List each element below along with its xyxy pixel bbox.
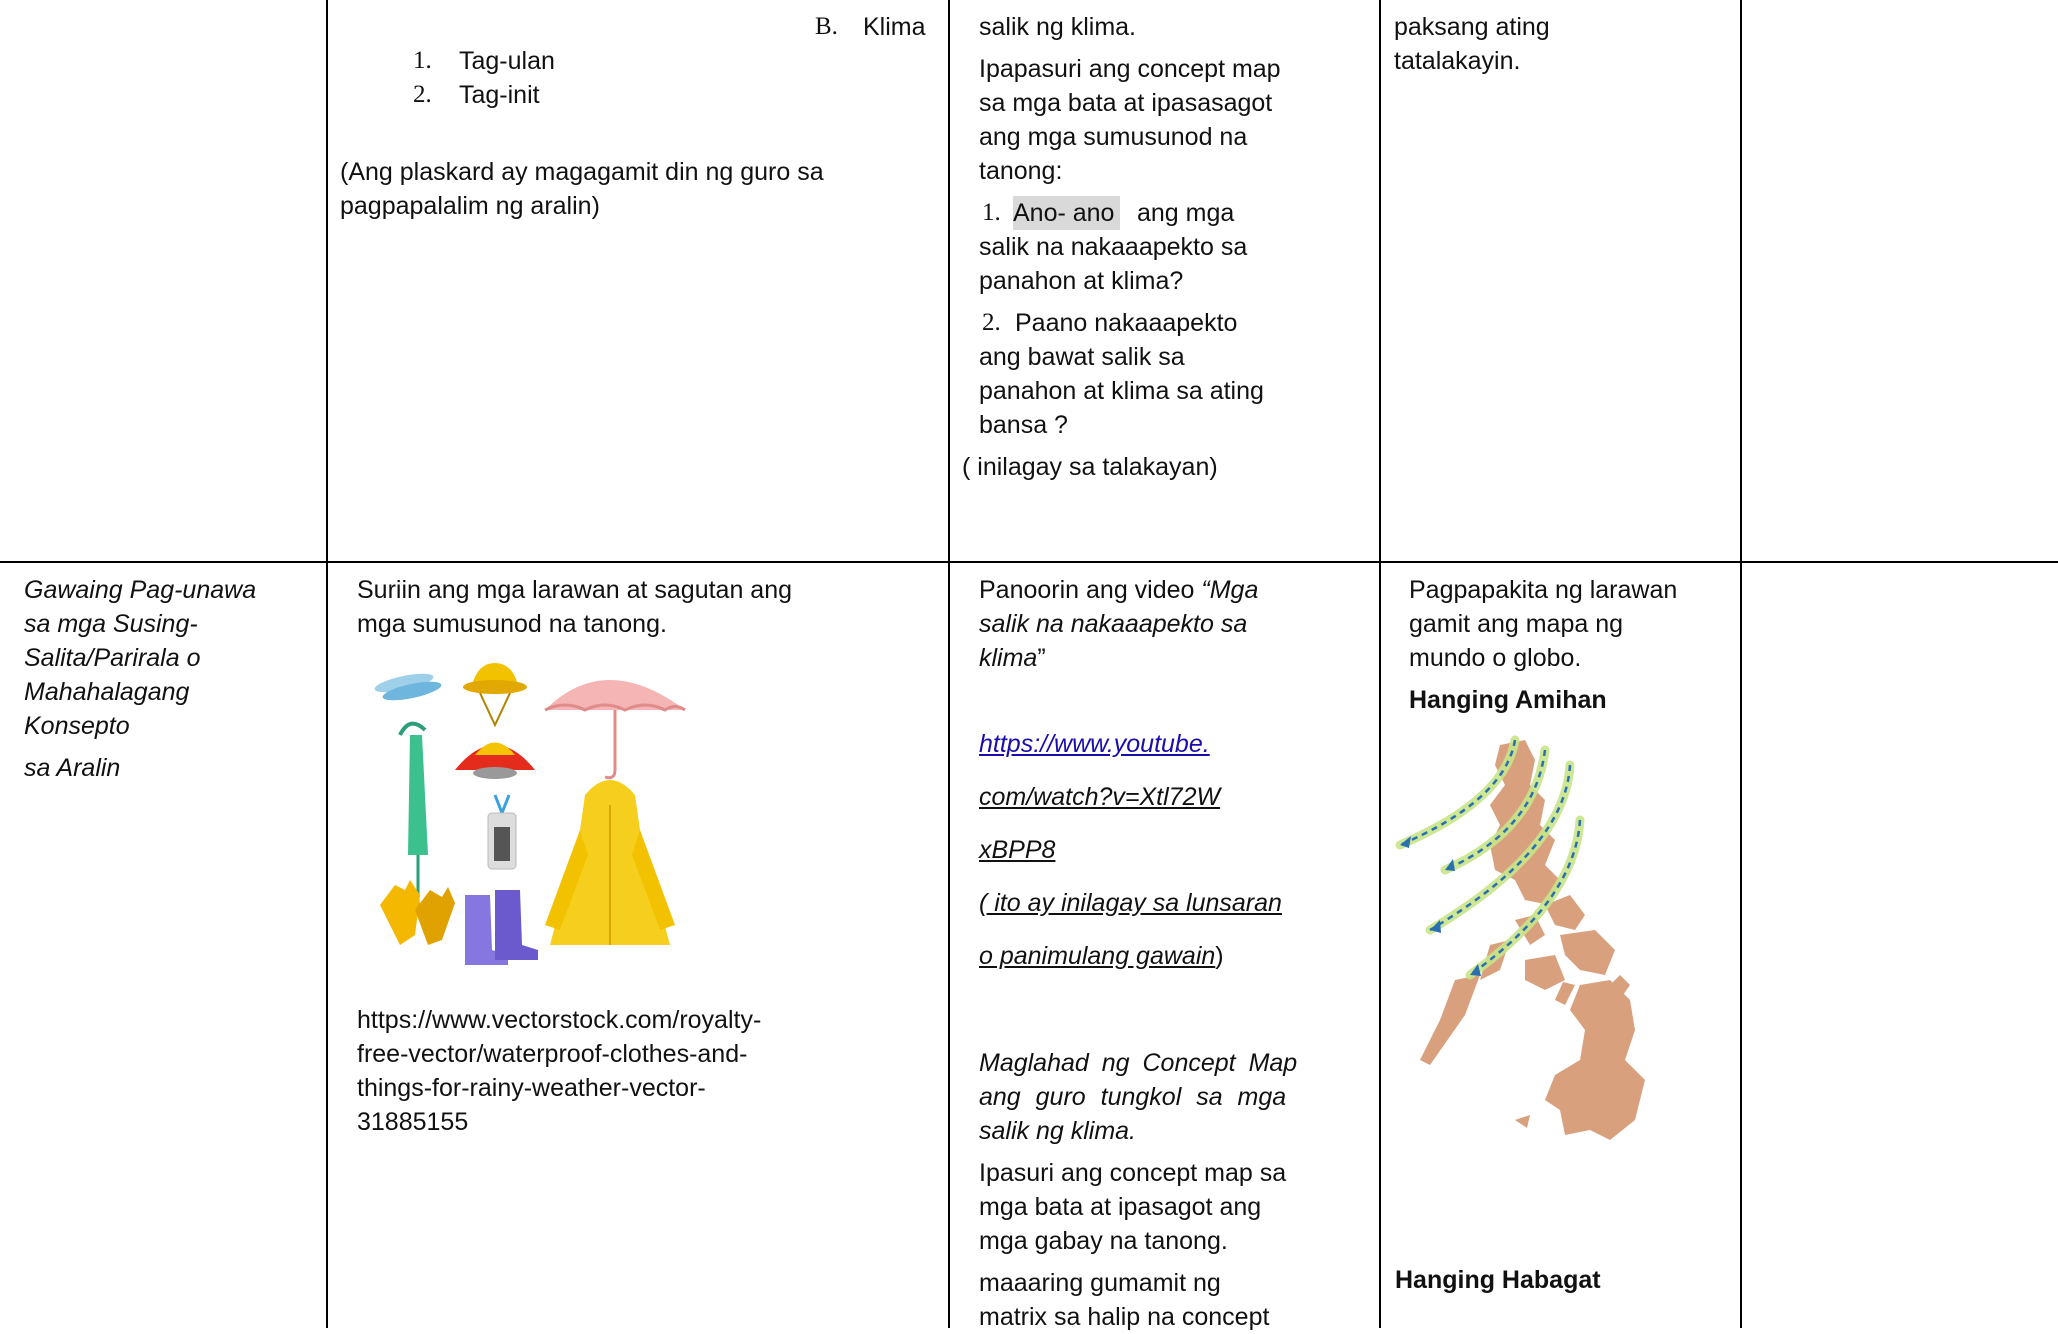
klima-label: Klima	[863, 13, 926, 41]
video-link[interactable]: xBPP8	[979, 836, 1056, 864]
concept-map-instruction: ang guro tungkol sa mga	[979, 1083, 1287, 1111]
body-text: ang mga sumusunod na	[979, 123, 1248, 151]
list-item: Tag-ulan	[459, 47, 555, 75]
body-text: panahon at klima sa ating	[979, 377, 1264, 405]
instruction-text: Suriin ang mga larawan at sagutan ang	[357, 576, 793, 604]
body-text: panahon at klima?	[979, 267, 1184, 295]
umbrella-hat-icon	[455, 743, 535, 780]
klima-letter: B.	[815, 13, 838, 40]
link-note	[979, 939, 1224, 973]
note-text: ( inilagay sa talakayan)	[962, 453, 1218, 481]
body-text: matrix sa halip na concept	[979, 1303, 1270, 1331]
body-text: mundo o globo.	[1409, 644, 1582, 672]
body-text: ang bawat salik sa	[979, 343, 1185, 371]
list-number: 1.	[413, 47, 432, 74]
column-divider	[1379, 0, 1381, 1328]
image-source-text: things-for-rainy-weather-vector-	[357, 1074, 706, 1102]
note-text: pagpapalalim ng aralin)	[340, 192, 600, 220]
rain-boots-icon	[465, 890, 538, 965]
instruction-text: mga sumusunod na tanong.	[357, 610, 667, 638]
video-title-end: klima	[979, 644, 1038, 672]
concept-map-instruction: salik ng klima.	[979, 1117, 1136, 1145]
video-link[interactable]: https://www.youtube.	[979, 730, 1210, 758]
body-text: maaaring gumamit ng	[979, 1269, 1221, 1297]
body-text: ang mga	[1137, 199, 1235, 227]
column-divider	[326, 0, 328, 1328]
closing-quote: ”	[1037, 644, 1046, 672]
note-text: (Ang plaskard ay magagamit din ng guro sa	[340, 158, 824, 186]
column-divider	[948, 0, 950, 1328]
body-text: bansa ?	[979, 411, 1068, 439]
waterproof-phone-pouch-icon	[488, 795, 516, 869]
row-heading: Salita/Parirala o	[24, 644, 201, 672]
video-instruction-text	[979, 573, 1258, 607]
video-link[interactable]: com/watch?v=Xtl72W	[979, 783, 1221, 811]
body-text: salik ng klima.	[979, 13, 1136, 41]
body-text: mga gabay na tanong.	[979, 1227, 1228, 1255]
body-text: Pagpapakita ng larawan	[1409, 576, 1678, 604]
amihan-heading: Hanging Amihan	[1409, 686, 1607, 714]
video-instruction-lead: Panoorin ang video	[979, 576, 1195, 604]
list-number: 2.	[413, 81, 432, 108]
video-title: “Mga	[1201, 576, 1259, 604]
body-text: Ipasuri ang concept map sa	[979, 1159, 1287, 1187]
pink-umbrella-icon	[545, 680, 685, 778]
image-source-text: https://www.vectorstock.com/royalty-	[357, 1006, 762, 1034]
row-divider	[0, 561, 2058, 563]
link-note-paren: )	[1215, 942, 1224, 970]
rainy-weather-items-illustration	[370, 655, 690, 975]
body-text: mga bata at ipasagot ang	[979, 1193, 1262, 1221]
link-note-text: o panimulang gawain	[979, 942, 1216, 970]
row-heading: Konsepto	[24, 712, 130, 740]
column-divider	[1740, 0, 1742, 1328]
green-umbrella-icon	[400, 724, 428, 905]
video-title	[979, 641, 1046, 675]
video-title: salik na nakaaapekto sa	[979, 610, 1248, 638]
list-item: Tag-init	[459, 81, 540, 109]
image-source-text: 31885155	[357, 1108, 469, 1136]
yellow-raincoat-icon	[545, 780, 675, 945]
question-number: 2.	[982, 309, 1001, 336]
body-text: tanong:	[979, 157, 1063, 185]
image-source-text: free-vector/waterproof-clothes-and-	[357, 1040, 748, 1068]
body-text: paksang ating	[1394, 13, 1550, 41]
question-number: 1.	[982, 199, 1001, 226]
row-heading: sa mga Susing-	[24, 610, 198, 638]
bucket-hat-icon	[463, 663, 527, 725]
highlighted-text: Ano- ano	[1013, 196, 1120, 230]
philippines-map-icon	[1395, 730, 1655, 1150]
body-text: Ipapasuri ang concept map	[979, 55, 1281, 83]
body-text: tatalakayin.	[1394, 47, 1521, 75]
body-text: sa mga bata at ipasasagot	[979, 89, 1273, 117]
row-heading: Gawaing Pag-unawa	[24, 576, 257, 604]
habagat-heading: Hanging Habagat	[1395, 1266, 1601, 1294]
concept-map-instruction: Maglahad ng Concept Map	[979, 1049, 1298, 1077]
link-note: ( ito ay inilagay sa lunsaran	[979, 889, 1282, 917]
body-text: Paano nakaaapekto	[1015, 309, 1238, 337]
row-heading: Mahahalagang	[24, 678, 190, 706]
flip-flops-icon	[373, 670, 443, 704]
body-text: gamit ang mapa ng	[1409, 610, 1624, 638]
body-text: salik na nakaaapekto sa	[979, 233, 1248, 261]
row-heading: sa Aralin	[24, 754, 121, 782]
